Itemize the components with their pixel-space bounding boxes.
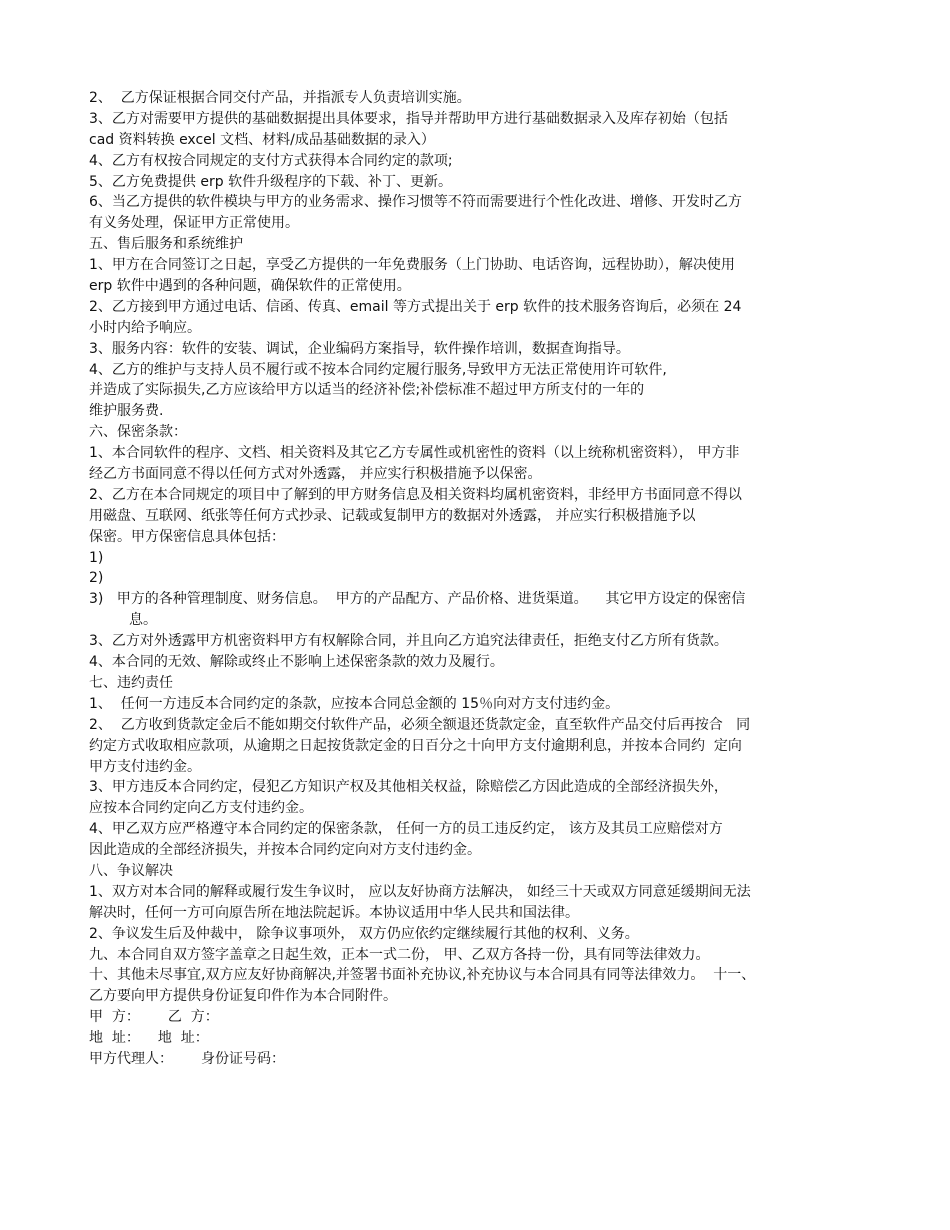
contract-line: 1、甲方在合同签订之日起，享受乙方提供的一年免费服务（上门协助、电话咨询，远程协助），解决使用 [89,257,735,274]
agent-label: 甲方代理人： [89,1050,173,1067]
contract-line: 2、乙方在本合同规定的项目中了解到的甲方财务信息及相关资料均属机密资料，非经甲方书面同意不得以 [89,486,742,503]
contract-line: 七、违约责任 [89,674,173,691]
contract-line: 有义务处理，保证甲方正常使用。 [89,215,299,232]
contract-line: 2、争议发生后及仲裁中， 除争议事项外， 双方仍应依约定继续履行其他的权利、义务。 [89,925,639,942]
contract-line: 4、甲乙双方应严格遵守本合同约定的保密条款， 任何一方的员工违反约定， 该方及其员工应赔偿对方 [89,821,723,838]
party-a-label: 甲 方： [89,1009,140,1026]
contract-line: 1、 任何一方违反本合同约定的条款，应按本合同总金额的 15％向对方支付违约金。 [89,695,620,712]
contract-line: 用磁盘、互联网、纸张等任何方式抄录、记载或复制甲方的数据对外透露， 并应实行积极措施予以 [89,507,696,524]
contract-line: 3、乙方对需要甲方提供的基础数据提出具体要求，指导并帮助甲方进行基础数据录入及库存初始（包括 [89,110,728,127]
id-number-label: 身份证号码： [201,1050,285,1067]
contract-line: 八、争议解决 [89,862,173,879]
contract-line: cad 资料转换 excel 文档、材料/成品基础数据的录入） [89,131,435,148]
contract-line: 十、其他未尽事宜,双方应友好协商解决,并签署书面补充协议,补充协议与本合同具有同等法律效力。 十一、 [89,967,756,984]
contract-line: 六、保密条款： [89,424,187,441]
contract-line: 3、乙方对外透露甲方机密资料甲方有权解除合同，并且向乙方追究法律责任，拒绝支付乙方所有货款。 [89,633,728,650]
contract-line: 甲方支付违约金。 [89,758,201,775]
contract-page [89,88,864,1070]
contract-line: 1) [89,549,104,566]
contract-line: 1、双方对本合同的解释或履行发生争议时， 应以友好协商方法解决， 如经三十天或双方同意延缓期间无法 [89,883,751,900]
party-row [89,1007,864,1028]
contract-line: 应按本合同约定向乙方支付违约金。 [89,800,313,817]
contract-line: 息。 [129,612,157,629]
contract-line: 4、本合同的无效、解除或终止不影响上述保密条款的效力及履行。 [89,654,504,671]
contract-line: 2) [89,570,104,587]
address-row [89,1028,864,1049]
contract-line: 6、当乙方提供的软件模块与甲方的业务需求、操作习惯等不符而需要进行个性化改进、增修、开发时乙方 [89,194,742,211]
contract-line: 2、乙方接到甲方通过电话、信函、传真、email 等方式提出关于 erp 软件的技术服务咨询后，必须在 24 [89,298,742,315]
contract-line: 小时内给予响应。 [89,319,201,336]
contract-line: 5、乙方免费提供 erp 软件升级程序的下载、补丁、更新。 [89,173,453,190]
contract-body-part-2 [89,631,864,1007]
contract-line: 2、 乙方保证根据合同交付产品，并指派专人负责培训实施。 [89,90,471,106]
contract-line: 并造成了实际损失,乙方应该给甲方以适当的经济补偿;补偿标准不超过甲方所支付的一年的 [89,382,645,399]
contract-line: 3) 甲方的各种管理制度、财务信息。 甲方的产品配方、产品价格、进货渠道。 其它甲方设定的保密信 [89,591,746,608]
contract-line: 2、 乙方收到货款定金后不能如期交付软件产品，必须全额退还货款定金，直至软件产品交付后再按合 同 [89,716,751,733]
contract-line: 解决时，任何一方可向原告所在地法院起诉。本协议适用中华人民共和国法律。 [89,904,579,921]
contract-line: 五、售后服务和系统维护 [89,236,243,253]
address-a-label: 地 址： [89,1030,140,1047]
contract-line: 保密。甲方保密信息具体包括： [89,528,285,545]
contract-line: 经乙方书面同意不得以任何方式对外透露， 并应实行积极措施予以保密。 [89,466,542,483]
contract-line: 1、本合同软件的程序、文档、相关资料及其它乙方专属性或机密性的资料（以上统称机密资料）， 甲方非 [89,445,740,462]
contract-line: 约定方式收取相应款项，从逾期之日起按货款定金的日百分之十向甲方支付逾期利息，并按本合同约 定向 [89,737,742,754]
contract-line: 因此造成的全部经济损失，并按本合同约定向对方支付违约金。 [89,842,481,859]
contract-line: 4、乙方的维护与支持人员不履行或不按本合同约定履行服务,导致甲方无法正常使用许可软件, [89,361,667,378]
contract-line: 乙方要向甲方提供身份证复印件作为本合同附件。 [89,988,397,1005]
contract-line: 4、乙方有权按合同规定的支付方式获得本合同约定的款项; [89,152,453,169]
contract-line: 维护服务费. [89,403,164,420]
contract-line: 3、服务内容：软件的安装、调试，企业编码方案指导，软件操作培训，数据查询指导。 [89,340,630,357]
contract-line: erp 软件中遇到的各种问题，确保软件的正常使用。 [89,278,411,295]
contract-body-part-1 [89,88,864,610]
contract-line: 九、本合同自双方签字盖章之日起生效，正本一式二份， 甲、乙双方各持一份，具有同等法律效力。 [89,946,710,963]
party-b-label: 乙 方： [167,1009,219,1026]
address-b-label: 地 址： [157,1030,209,1047]
contract-line: 3、甲方违反本合同约定，侵犯乙方知识产权及其他相关权益，除赔偿乙方因此造成的全部经济损失外， [89,779,728,796]
agent-row [89,1049,864,1070]
